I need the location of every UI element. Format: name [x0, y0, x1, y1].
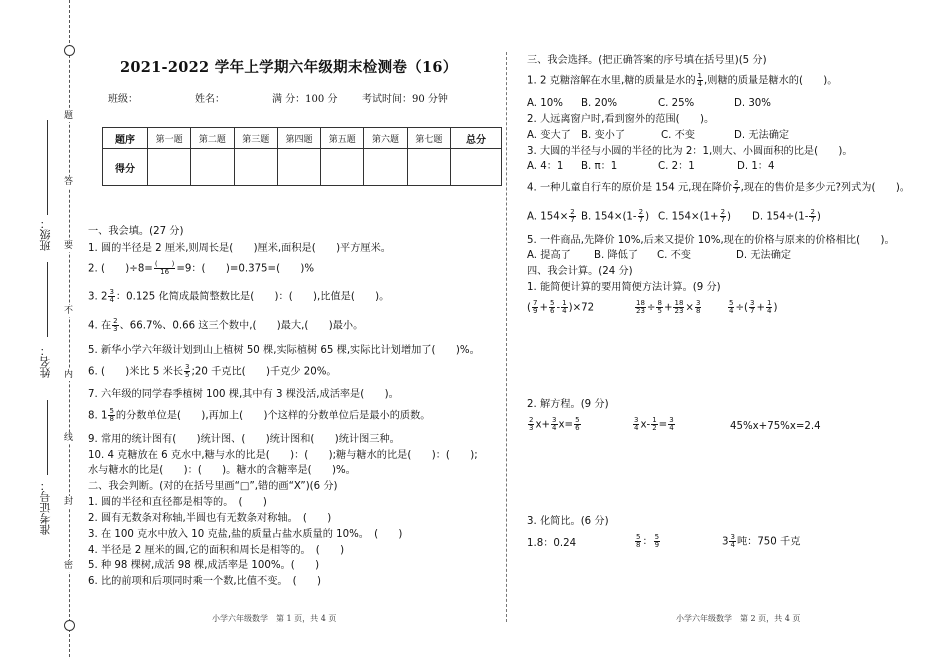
fraction-num: ( ) [154, 260, 175, 268]
fraction-den: 6 [575, 424, 580, 432]
c4-part: 4. 一种儿童自行车的原价是 154 元,现在降价 [527, 182, 733, 194]
fraction [635, 534, 641, 549]
ratio-expression: 1.8：0.24 [527, 538, 577, 549]
fill-question [88, 364, 337, 379]
choice-option: C. 不变 [657, 250, 691, 261]
choice-option: B. 变小了 [581, 130, 626, 141]
q6-part: 6. ( )米比 5 米长 [88, 366, 183, 378]
fraction [668, 417, 674, 432]
q3-part: ：0.125 化简成最简整数比是( )：( ),比值是( )。 [115, 291, 390, 303]
fraction-den: 7 [749, 307, 755, 315]
fill-question [88, 261, 314, 276]
fraction-den: 4 [697, 80, 703, 88]
fraction-num: 3 [109, 288, 114, 296]
choice-option: C. 25% [658, 98, 695, 109]
fraction-num: 5 [575, 416, 580, 424]
choice-option: B. π：1 [581, 161, 618, 172]
cut-char: 封 [64, 497, 74, 507]
fraction [635, 300, 646, 315]
fraction-den: 4 [669, 424, 674, 432]
choice-question: 3. 大圆的半径与小圆的半径的比为 2：1,则大、小圆面积的比是( )。 [527, 146, 853, 157]
choice-option: D. 1：4 [737, 161, 775, 172]
choice-option: C. 不变 [661, 130, 695, 141]
fraction-num: 5 [729, 299, 734, 307]
fraction [654, 534, 660, 549]
score-cell[interactable] [148, 149, 191, 186]
choice-option: D. 无法确定 [736, 250, 792, 261]
choice-option: A. 变大了 [527, 130, 571, 141]
c1-part: 1. 2 克糖溶解在水里,糖的质量是水的 [527, 75, 696, 87]
side-name-label: 姓名： [39, 345, 52, 378]
c1-part: ,则糖的质量是糖水的( )。 [704, 75, 838, 87]
fraction [574, 417, 580, 432]
fraction [184, 364, 190, 379]
fraction-num: 3 [185, 363, 190, 371]
judge-question: 2. 圆有无数条对称轴,半圆也有无数条对称轴。 ( ) [88, 513, 332, 524]
fraction [695, 300, 701, 315]
fraction [549, 300, 555, 315]
fraction-den: 23 [674, 307, 684, 315]
fraction-num: 3 [695, 299, 701, 307]
page-divider [506, 52, 507, 622]
binding-hole [64, 620, 75, 631]
fraction-den: 3 [529, 424, 534, 432]
side-class-label: 班级： [39, 218, 52, 251]
fraction-num: 2 [529, 416, 534, 424]
name-underline [47, 262, 48, 337]
ratio-expression: $\frac{5}{8}$ ： $\frac{5}{9}$ [636, 533, 660, 549]
fraction [673, 300, 684, 315]
fraction-den: 4 [767, 307, 772, 315]
expr-tail: )×72 [568, 302, 595, 314]
q6-part: ;20 千克比( )千克少 20%。 [191, 366, 337, 378]
fraction-num: 5 [550, 299, 555, 307]
score-header: 第六题 [364, 128, 407, 149]
choice-option: D. 30% [734, 98, 771, 109]
fraction-num: 1 [652, 416, 657, 424]
option-text: C. 154×(1+ [658, 211, 719, 223]
fraction-den: 23 [636, 307, 645, 315]
fraction-num: 5 [636, 533, 641, 541]
fraction-den: 7 [570, 216, 575, 224]
score-table [102, 127, 502, 186]
fraction-num: 18 [674, 299, 684, 307]
choice-option: A. 提高了 [527, 250, 571, 261]
q2-part: 2. ( )÷8= [88, 263, 153, 275]
fill-question: 水与糖水的比是( )：( )。糖水的含糖率是( )%。 [88, 465, 356, 476]
fraction-num: 2 [734, 179, 739, 187]
class-underline [47, 120, 48, 215]
fraction-den: 7 [720, 216, 726, 224]
fraction [656, 300, 662, 315]
page-footer-right: 小学六年级数学 第 2 页，共 4 页 [676, 614, 801, 623]
fraction-num: 3 [669, 416, 674, 424]
fraction-num: 5 [654, 533, 660, 541]
score-cell[interactable] [321, 149, 364, 186]
judge-question: 3. 在 100 克水中放入 10 克盐,盐的质量占盐水质量的 10%。 ( ) [88, 529, 403, 540]
score-header: 题序 [103, 128, 148, 149]
score-header: 第一题 [148, 128, 191, 149]
fill-question: 1. 圆的半径是 2 厘米,则周长是( )厘米,面积是( )平方厘米。 [88, 243, 391, 254]
judge-question: 5. 种 98 棵树,成活 98 棵,成活率是 100%。( ) [88, 560, 320, 571]
choice-question: 2. 人远离窗户时,看到窗外的范围( )。 [527, 114, 715, 125]
fraction [651, 417, 657, 432]
fraction [112, 318, 118, 333]
fill-question [88, 408, 431, 423]
fraction [809, 209, 815, 224]
fraction [728, 300, 734, 315]
q4-part: 4. 在 [88, 320, 112, 332]
judge-question: 6. 比的前项和后项同时乘一个数,比值不变。 ( ) [88, 576, 321, 587]
fraction-den: 9 [532, 307, 538, 315]
fraction [720, 209, 726, 224]
score-header: 第四题 [277, 128, 320, 149]
cut-char: 线 [64, 433, 74, 443]
fraction [633, 417, 639, 432]
fraction-den: 16 [160, 268, 170, 276]
choice-question: 5. 一件商品,先降价 10%,后来又提价 10%,现在的价格与原来的价格相比( )。 [527, 235, 895, 246]
score-cell[interactable] [364, 149, 407, 186]
fraction-num: 3 [730, 533, 735, 541]
fraction-den: 4 [552, 424, 557, 432]
class-label: 班级： [108, 94, 138, 105]
cut-char: 内 [64, 370, 74, 380]
choice-option: C. 154×(1+ $\frac{2}{7}$ ) [658, 208, 732, 224]
fraction-den: 4 [730, 541, 735, 549]
fraction-num: 3 [552, 416, 557, 424]
fraction [561, 300, 567, 315]
fraction-num: 2 [638, 208, 644, 216]
fraction-num: 1 [697, 72, 703, 80]
fraction [108, 289, 114, 304]
fraction-den: 2 [652, 424, 657, 432]
fraction [749, 300, 755, 315]
fraction-den: 7 [638, 216, 644, 224]
choice-option: B. 降低了 [594, 250, 639, 261]
option-text: A. 154× [527, 211, 569, 223]
calc-subtitle: 3. 化简比。(6 分) [527, 516, 609, 527]
fraction-num: 2 [113, 317, 118, 325]
equation: $\frac{2}{3}$ x+ $\frac{3}{4}$ x= $\frac{5}{6}$ [529, 416, 580, 432]
binding-hole [64, 45, 75, 56]
fraction-num: 8 [657, 299, 662, 307]
fraction-num: 2 [570, 208, 575, 216]
fraction-den: 4 [729, 307, 734, 315]
choice-option: D. 无法确定 [734, 130, 790, 141]
score-cell[interactable] [191, 149, 234, 186]
fill-question: 9. 常用的统计图有( )统计图、( )统计图和( )统计图三种。 [88, 434, 400, 445]
calc-expression: $\frac{5}{4}$ ÷( $\frac{3}{7}$ + $\frac{1}{4}$ ) [729, 299, 778, 315]
fraction-den: 4 [562, 307, 567, 315]
fill-question: 7. 六年级的同学春季植树 100 棵,其中有 3 棵没活,成活率是( )。 [88, 389, 399, 400]
score-header: 第七题 [407, 128, 450, 149]
fill-question: 10. 4 克糖放在 6 克水中,糖与水的比是( )：( );糖与糖水的比是( )：( ); [88, 450, 478, 461]
fraction [766, 300, 772, 315]
ratio-expression [722, 534, 800, 549]
option-text: B. 154×(1- [581, 211, 637, 223]
fraction-den: 8 [695, 307, 701, 315]
section-4-title: 四、我会计算。(24 分) [527, 266, 633, 277]
judge-question: 4. 半径是 2 厘米的圆,它的面积和周长是相等的。 ( ) [88, 545, 345, 556]
ratio-tail: 吨：750 千克 [736, 536, 801, 548]
fraction-num: 3 [749, 299, 755, 307]
section-2-title: 二、我会判断。(对的在括号里画“□”,错的画“X”)(6 分) [88, 481, 338, 492]
fraction-den: 5 [657, 307, 662, 315]
choice-option: A. 4：1 [527, 161, 564, 172]
cut-char: 密 [64, 561, 74, 571]
side-exam-no-label: 准考证号： [39, 480, 52, 535]
score-cell[interactable] [451, 149, 502, 186]
fraction [569, 209, 575, 224]
fraction [733, 180, 739, 195]
cut-char: 题 [64, 111, 74, 121]
fraction-den: 5 [185, 371, 190, 379]
cut-char: 答 [64, 177, 74, 187]
fraction-den: 9 [654, 541, 660, 549]
score-header: 第五题 [321, 128, 364, 149]
choice-option: B. 20% [581, 98, 618, 109]
full-score: 满 分：100 分 [272, 94, 338, 105]
fraction-num: 2 [810, 208, 815, 216]
q4-part: 、66.7%、0.66 这三个数中,( )最大,( )最小。 [119, 320, 364, 332]
fraction [154, 261, 175, 276]
fill-question [88, 318, 363, 333]
section-3-title: 三、我会选择。(把正确答案的序号填在括号里)(5 分) [527, 55, 767, 66]
score-header: 第二题 [191, 128, 234, 149]
fraction-num: 5 [109, 407, 114, 415]
score-header: 第三题 [234, 128, 277, 149]
fraction-num: 3 [634, 416, 639, 424]
fraction-num: 18 [636, 299, 645, 307]
fraction-num: 2 [720, 208, 726, 216]
choice-option: C. 2：1 [658, 161, 695, 172]
fraction [729, 534, 735, 549]
exam-time: 考试时间：90 分钟 [362, 94, 448, 105]
fraction [532, 300, 538, 315]
calc-expression: ( $\frac{7}{9}$ + $\frac{5}{6}$ - $\frac{1}{4}$ )×72 [527, 299, 595, 315]
score-header: 总分 [451, 128, 502, 149]
fraction-den: 6 [550, 307, 555, 315]
page-footer-left: 小学六年级数学 第 1 页，共 4 页 [212, 614, 337, 623]
score-cell[interactable] [234, 149, 277, 186]
fraction [697, 73, 703, 88]
score-row-label: 得分 [103, 149, 148, 186]
c4-part: ,现在的售价是多少元?列式为( )。 [740, 182, 910, 194]
fraction-den: 4 [109, 296, 114, 304]
q2-part: =9：( )=0.375=( )% [176, 263, 315, 275]
option-text: D. 154÷(1- [752, 211, 809, 223]
fraction-num: 7 [532, 299, 538, 307]
fraction-den: 7 [810, 216, 815, 224]
cut-char: 不 [64, 306, 74, 316]
calc-subtitle: 2. 解方程。(9 分) [527, 399, 609, 410]
choice-question [527, 180, 910, 195]
score-cell[interactable] [277, 149, 320, 186]
fraction-num: 1 [767, 299, 772, 307]
fraction [528, 417, 534, 432]
fraction-den: 7 [734, 187, 739, 195]
fill-question: 5. 新华小学六年级计划到山上植树 50 棵,实际植树 65 棵,实际比计划增加了( )%。 [88, 345, 480, 356]
fill-question [88, 289, 389, 304]
section-1-title: 一、我会填。(27 分) [88, 226, 184, 237]
choice-option: B. 154×(1- $\frac{2}{7}$ ) [581, 208, 650, 224]
name-label: 姓名： [195, 94, 225, 105]
equation: 45%x+75%x=2.4 [730, 421, 821, 432]
choice-question [527, 73, 837, 88]
choice-option: A. 10% [527, 98, 563, 109]
fraction-den: 4 [634, 424, 639, 432]
equation: $\frac{3}{4}$ x- $\frac{1}{2}$ = $\frac{3}{4}$ [634, 416, 674, 432]
score-cell[interactable] [407, 149, 450, 186]
exam-no-underline [47, 400, 48, 475]
fraction-den: 8 [109, 415, 114, 423]
fraction [638, 209, 644, 224]
fraction [108, 408, 114, 423]
calc-subtitle: 1. 能简便计算的要用简便方法计算。(9 分) [527, 282, 721, 293]
fraction-den: 8 [636, 541, 641, 549]
fraction-num: 1 [562, 299, 567, 307]
judge-question: 1. 圆的半径和直径都是相等的。 ( ) [88, 497, 267, 508]
exam-title: 2021-2022 学年上学期六年级期末检测卷（16） [120, 59, 458, 76]
choice-option: D. 154÷(1- $\frac{2}{7}$ ) [752, 208, 821, 224]
q8-part: 的分数单位是( ),再加上( )个这样的分数单位后是最小的质数。 [115, 410, 431, 422]
q3-part: 3. 2 [88, 291, 108, 303]
fraction-den: 3 [113, 325, 118, 333]
cut-char: 要 [64, 241, 74, 251]
binding-dashed-line [69, 0, 70, 657]
mixed-whole: 3 [722, 536, 729, 548]
fraction [551, 417, 557, 432]
calc-expression: $\frac{18}{23}$ ÷ $\frac{8}{5}$ + $\frac{18}{23}$ × $\frac{3}{8}$ [636, 299, 701, 315]
choice-option [527, 209, 577, 224]
q8-part: 8. 1 [88, 410, 108, 422]
